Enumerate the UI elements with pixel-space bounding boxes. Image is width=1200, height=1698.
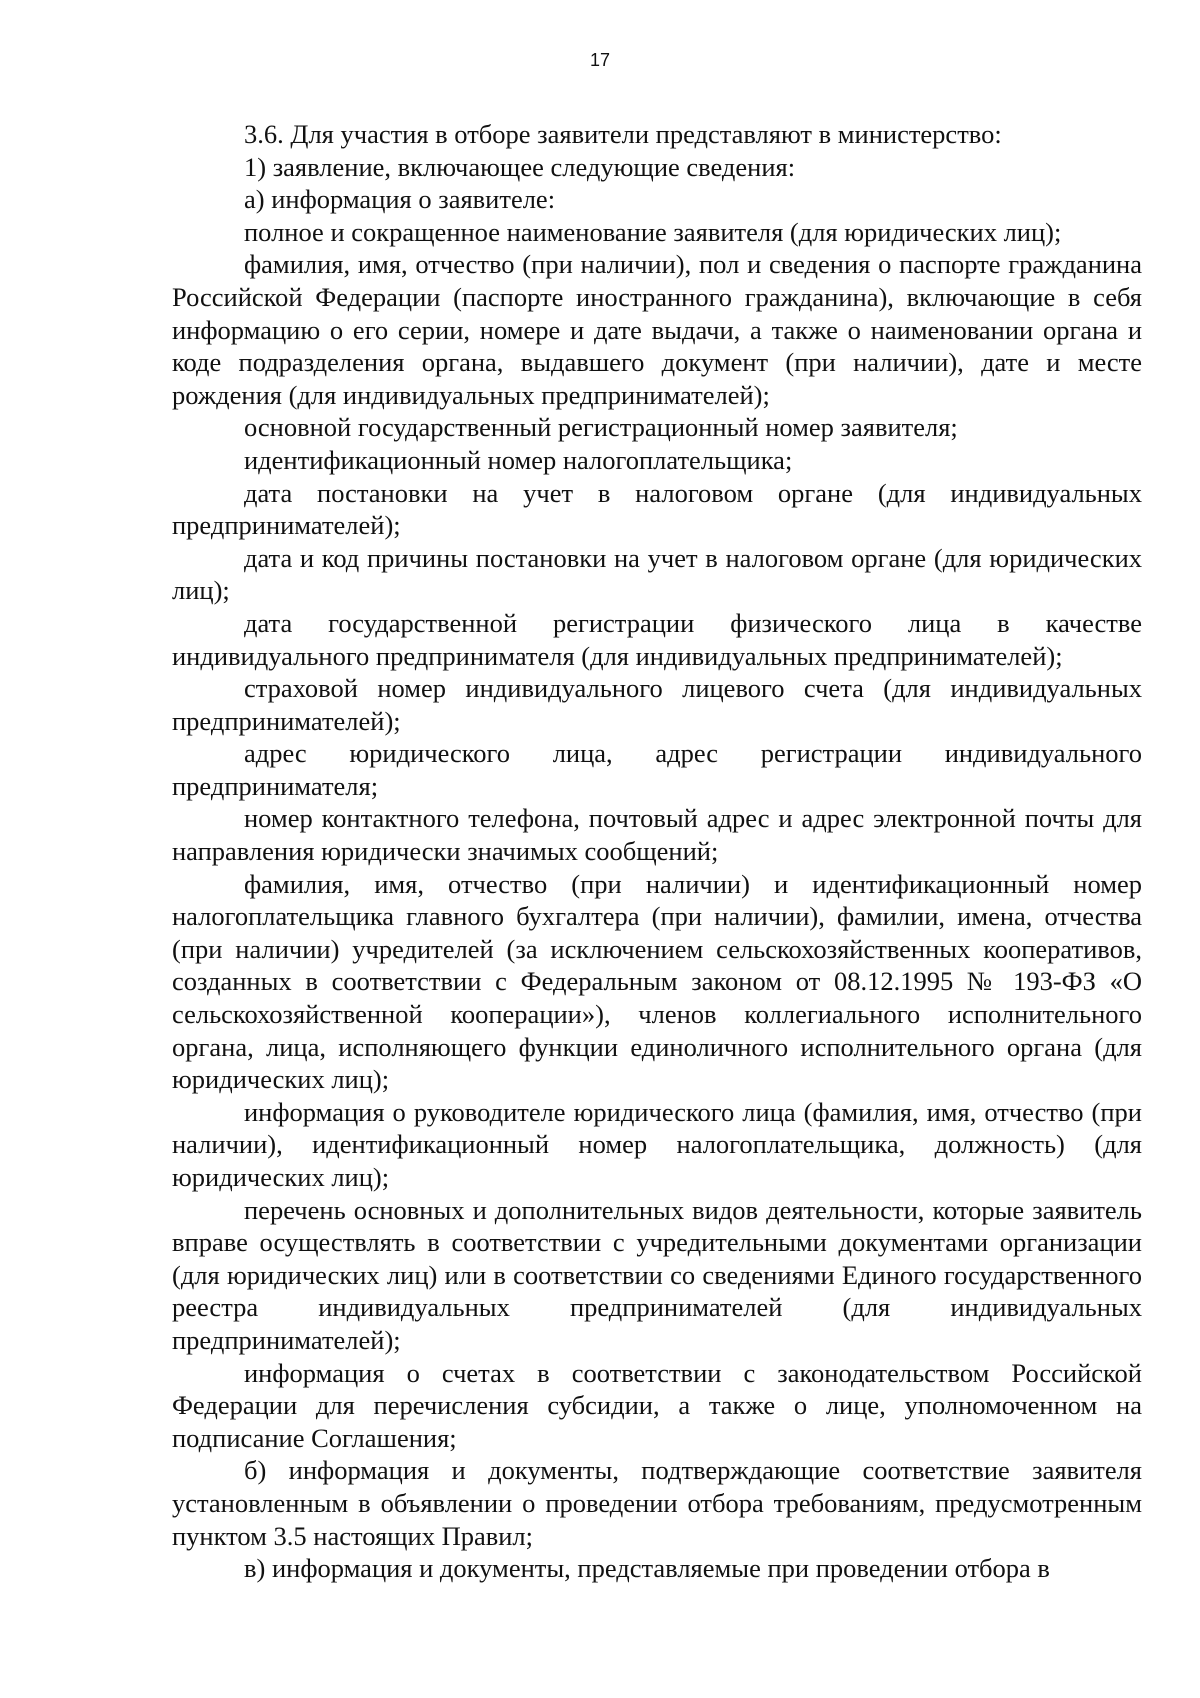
paragraph-accounts: информация о счетах в соответствии с законодательством Российской Федерации для перечисления субсидии, а также о лице, уполномоченном на подписание Соглашения;: [172, 1357, 1142, 1453]
paragraph-tax-registration-date: дата постановки на учет в налоговом органе (для индивидуальных предпринимателей);: [172, 477, 1142, 541]
paragraph-contacts: номер контактного телефона, почтовый адрес и адрес электронной почты для направления юридически значимых сообщений;: [172, 803, 1142, 867]
paragraph-address: адрес юридического лица, адрес регистрации индивидуального предпринимателя;: [172, 738, 1142, 801]
paragraph-inn: идентификационный номер налогоплательщика;: [244, 444, 793, 475]
paragraph-snils: страховой номер индивидуального лицевого счета (для индивидуальных предпринимателей);: [172, 673, 1142, 736]
paragraph-item-b: б) информация и документы, подтверждающие соответствие заявителя установленным в объявлении о проведении отбора требованиям, предусмотренным пунктом 3.5 настоящих Правил;: [172, 1455, 1142, 1551]
document-body: [172, 118, 1142, 1585]
paragraph-full-name: полное и сокращенное наименование заявителя (для юридических лиц);: [244, 216, 1062, 247]
paragraph-item-a: а) информация о заявителе:: [244, 184, 556, 215]
paragraph-ogrn: основной государственный регистрационный номер заявителя;: [244, 412, 958, 443]
paragraph-passport: фамилия, имя, отчество (при наличии), пол и сведения о паспорте гражданина Российской Федерации (паспорте иностранного гражданина), включающие в себя информацию о его серии, номере и дате выдачи, а также о наименовании органа и коде подразделения органа, выдавшего документ (при наличии), дате и месте рождения (для индивидуальных предпринимателей);: [172, 249, 1142, 410]
paragraph-item-1: 1) заявление, включающее следующие сведения:: [244, 151, 796, 182]
paragraph-director: информация о руководителе юридического лица (фамилия, имя, отчество (при наличии), идентификационный номер налогоплательщика, должность) (для юридических лиц);: [172, 1096, 1142, 1192]
page-number: 17: [589, 50, 611, 70]
paragraph-3-6: 3.6. Для участия в отборе заявители представляют в министерство:: [244, 119, 1002, 149]
paragraph-item-v: в) информация и документы, представляемые при проведении отбора в: [244, 1553, 1050, 1584]
paragraph-activities: перечень основных и дополнительных видов деятельности, которые заявитель вправе осуществлять в соответствии с учредительными документами организации (для юридических лиц) или в соответствии со сведениями Единого государственного реестра индивидуальных предпринимателей (для индивидуальных предпринимателей);: [172, 1194, 1142, 1355]
paragraph-state-registration: дата государственной регистрации физического лица в качестве индивидуального предпринимателя (для индивидуальных предпринимателей);: [172, 607, 1142, 671]
paragraph-kpp: дата и код причины постановки на учет в налоговом органе (для юридических лиц);: [172, 542, 1142, 606]
paragraph-founders: фамилия, имя, отчество (при наличии) и идентификационный номер налогоплательщика главного бухгалтера (при наличии), фамилии, имена, отчества (при наличии) учредителей (за исключением сельскохозяйственных кооперативов, созданных в соответствии с Федеральным законом от 08.12.1995 № 193-ФЗ «О сельскохозяйственной кооперации»), членов коллегиального исполнительного органа, лица, исполняющего функции единоличного исполнительного органа (для юридических лиц);: [172, 868, 1142, 1095]
